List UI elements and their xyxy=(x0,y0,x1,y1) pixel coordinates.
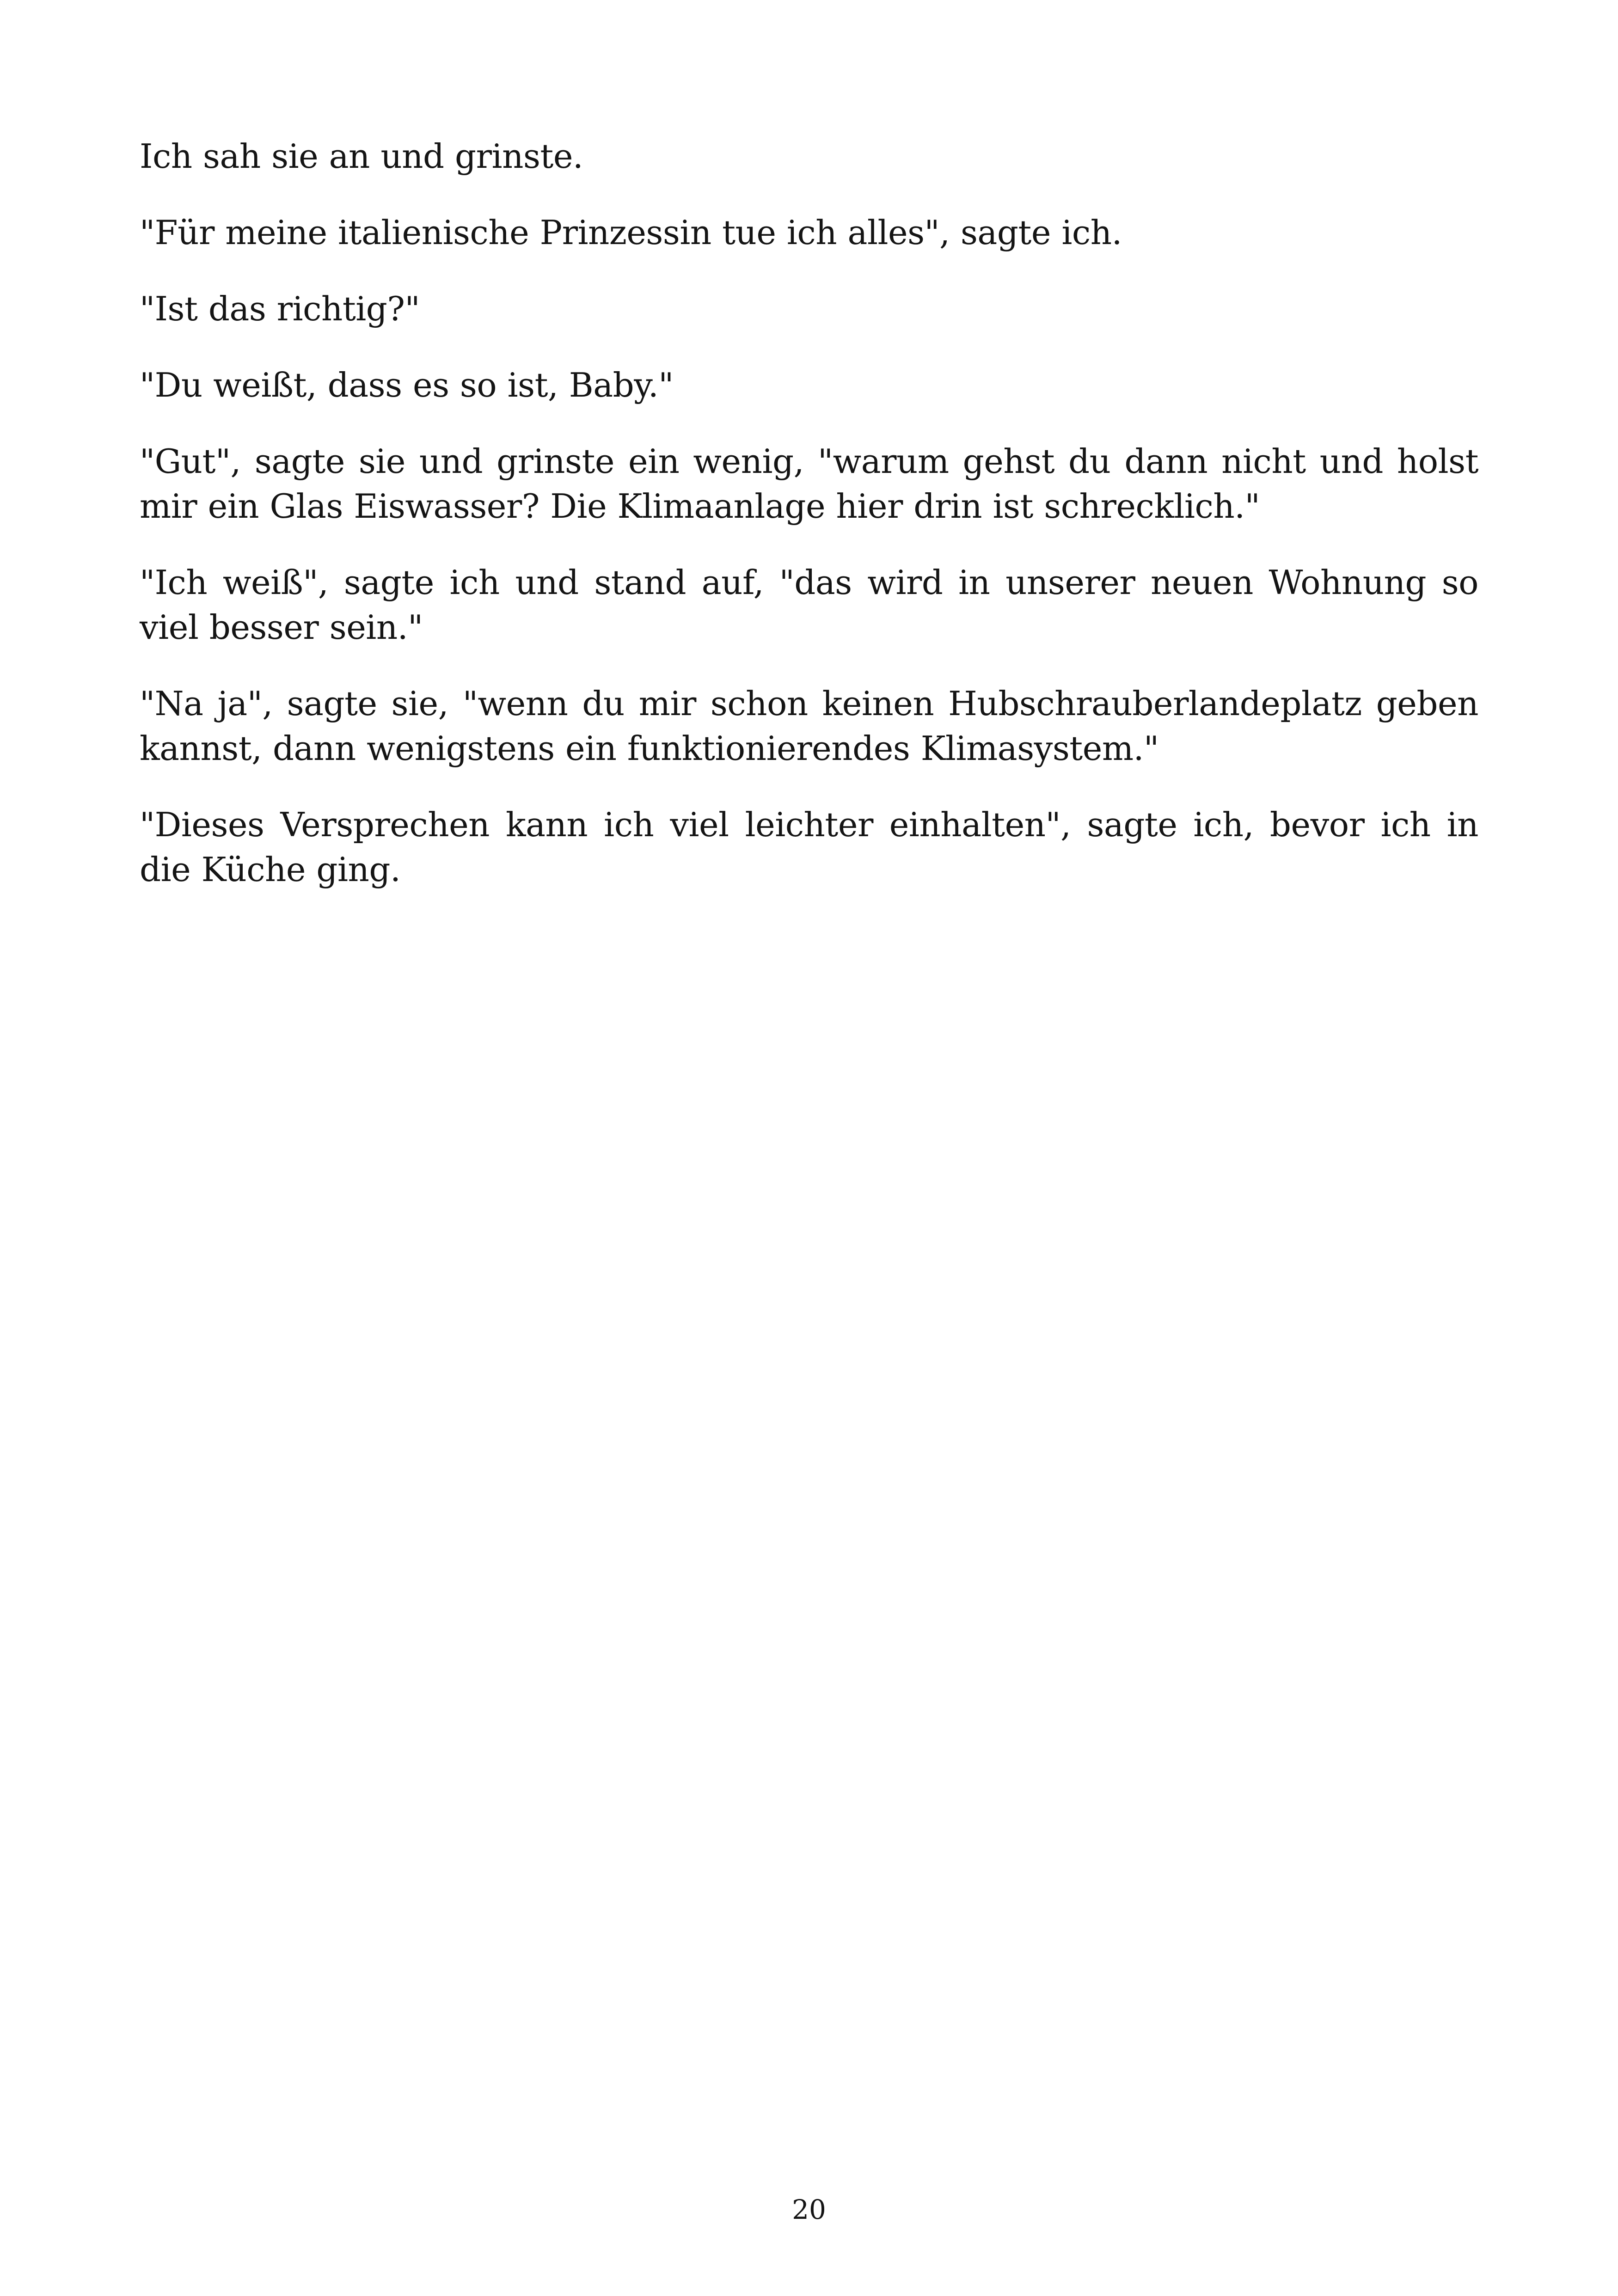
paragraph-8: "Dieses Versprechen kann ich viel leichter einhalten", sagte ich, bevor ich in die Küche ging. xyxy=(140,805,1478,889)
paragraph-4: "Du weißt, dass es so ist, Baby." xyxy=(140,366,674,404)
paragraph-1: Ich sah sie an und grinste. xyxy=(140,137,583,176)
paragraph-2: "Für meine italienische Prinzessin tue ich alles", sagte ich. xyxy=(140,213,1122,252)
paragraph-3: "Ist das richtig?" xyxy=(140,289,420,328)
page-number: 20 xyxy=(792,2194,826,2225)
body-text xyxy=(140,134,1478,924)
paragraph-5: "Gut", sagte sie und grinste ein wenig, "warum gehst du dann nicht und holst mir ein Glas Eiswasser? Die Klimaanlage hier drin ist schrecklich." xyxy=(140,442,1478,526)
paragraph-7: "Na ja", sagte sie, "wenn du mir schon keinen Hubschrauberlandeplatz geben kannst, dann wenigstens ein funktionierendes Klimasystem." xyxy=(140,684,1478,768)
paragraph-6: "Ich weiß", sagte ich und stand auf, "das wird in unserer neuen Wohnung so viel besser sein." xyxy=(140,563,1478,647)
